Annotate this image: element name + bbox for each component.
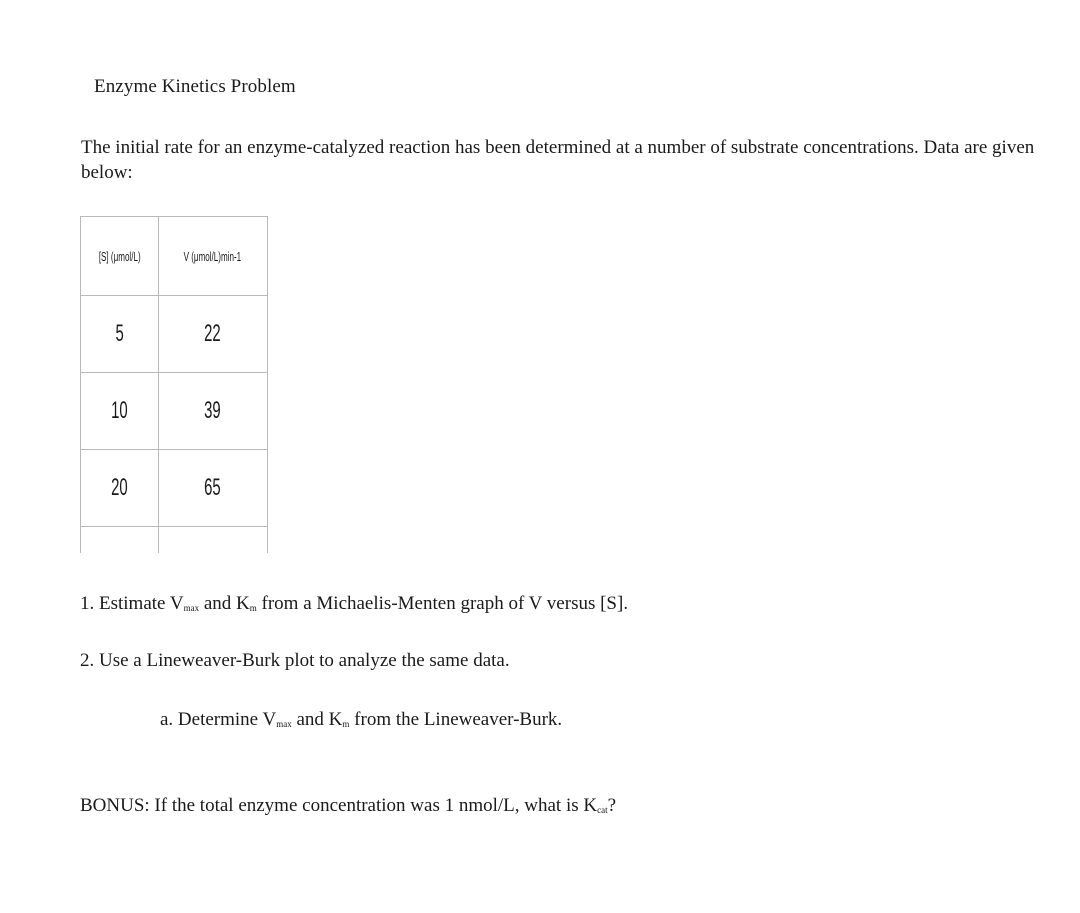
- cell-substrate: 10: [81, 373, 159, 450]
- question-2a: a. Determine $V_{max}$ and $K_m$ from the Lineweaver-Burk.: [160, 709, 563, 730]
- header-velocity: V (μmol/L)min-1: [158, 217, 267, 296]
- question-1: 1. Estimate $V_{max}$ and $K_m$ from a Michaelis-Menten graph of V versus [S].: [80, 593, 629, 614]
- question-2: 2. Use a Lineweaver-Burk plot to analyze the same data.: [80, 650, 510, 671]
- table-row: [81, 450, 268, 527]
- cell-velocity: 22: [158, 296, 267, 373]
- page-title: Enzyme Kinetics Problem: [94, 76, 296, 97]
- table-row: [81, 373, 268, 450]
- problem-intro: The initial rate for an enzyme-catalyzed reaction has been determined at a number of substrate concentrations. Data are given below:: [81, 137, 1035, 183]
- table-row-empty: [81, 527, 268, 554]
- cell-substrate: 20: [81, 450, 159, 527]
- kinetics-data-table: [80, 216, 268, 553]
- cell-velocity: 65: [158, 450, 267, 527]
- cell-substrate: 5: [81, 296, 159, 373]
- header-substrate: [S] (μmol/L): [81, 217, 159, 296]
- table-row: [81, 296, 268, 373]
- bonus-question: BONUS: If the total enzyme concentration was 1 nmol/L, what is $K_{cat}$?: [80, 795, 617, 816]
- table-header-row: [81, 217, 268, 296]
- cell-velocity: 39: [158, 373, 267, 450]
- data-table-container: [80, 216, 270, 558]
